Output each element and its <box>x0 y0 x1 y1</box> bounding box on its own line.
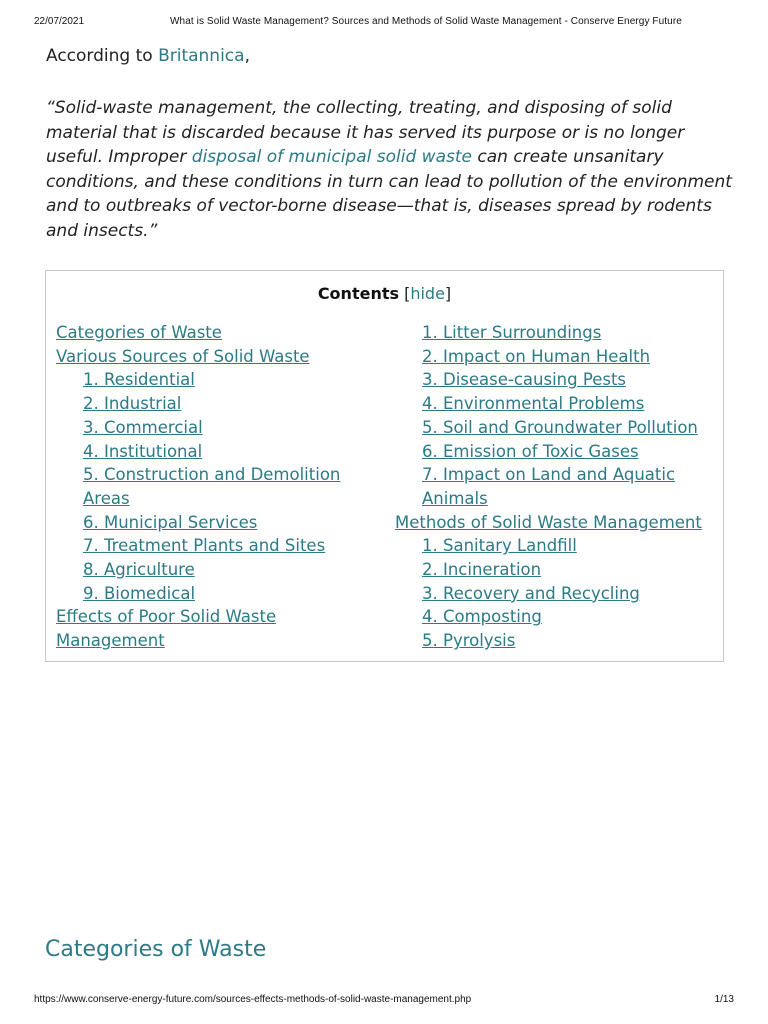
toc-link[interactable]: 4. Environmental Problems <box>422 394 645 414</box>
print-date: 22/07/2021 <box>34 16 85 27</box>
toc-header <box>46 283 723 305</box>
toc-link[interactable]: 3. Disease-causing Pests <box>422 370 627 390</box>
toc-title: Contents <box>317 284 399 303</box>
toc-link[interactable]: 5. Soil and Groundwater Pollution <box>422 417 698 437</box>
intro-suffix: , <box>244 46 250 66</box>
intro-prefix: According to <box>46 46 159 66</box>
toc-link[interactable]: 1. Litter Surroundings <box>422 323 602 342</box>
table-of-contents <box>45 270 724 662</box>
toc-bracket-close: ] <box>444 284 452 303</box>
britannica-quote <box>46 96 736 244</box>
toc-link[interactable]: 2. Incineration <box>422 560 542 580</box>
quote-text-start: “Solid-waste management, the collecting, treating, and disposing of solid material that is discarded because it has served its purpose or is no longer useful. Improper <box>46 98 685 168</box>
toc-link[interactable]: Various Sources of Solid Waste <box>56 346 310 366</box>
intro-paragraph <box>46 44 736 68</box>
print-page-number: 1/13 <box>714 994 734 1005</box>
toc-link[interactable]: 6. Municipal Services <box>83 512 258 532</box>
britannica-link[interactable]: Britannica <box>158 46 245 66</box>
toc-link[interactable]: Effects of Poor Solid Waste Management <box>56 607 277 651</box>
toc-link[interactable]: 5. Construction and Demolition Areas <box>83 465 341 508</box>
toc-link[interactable]: 4. Institutional <box>83 441 203 461</box>
toc-link[interactable]: Categories of Waste <box>56 323 222 342</box>
toc-link[interactable]: 2. Impact on Human Health <box>422 346 651 366</box>
toc-link[interactable]: 7. Impact on Land and Aquatic Animals <box>422 465 676 508</box>
print-header <box>0 16 768 32</box>
municipal-waste-link[interactable]: disposal of municipal solid waste <box>191 147 472 168</box>
toc-left-column <box>56 321 366 653</box>
toc-link[interactable]: 5. Pyrolysis <box>422 631 516 651</box>
toc-right-column <box>395 321 720 653</box>
toc-link[interactable]: 1. Residential <box>83 370 195 390</box>
toc-link[interactable]: 1. Sanitary Landfill <box>422 536 577 556</box>
toc-link[interactable]: 2. Industrial <box>83 394 182 414</box>
toc-link[interactable]: 4. Composting <box>422 607 542 627</box>
print-url: https://www.conserve-energy-future.com/sources-effects-methods-of-solid-waste-management.php <box>34 994 472 1005</box>
toc-link[interactable]: 3. Commercial <box>83 417 203 437</box>
toc-hide-link[interactable]: hide <box>410 284 445 303</box>
toc-link[interactable]: 3. Recovery and Recycling <box>422 583 640 603</box>
toc-bracket-open: [ <box>399 284 411 303</box>
toc-link[interactable]: 8. Agriculture <box>83 560 195 580</box>
toc-link[interactable]: 7. Treatment Plants and Sites <box>83 536 326 556</box>
toc-link[interactable]: 9. Biomedical <box>83 583 196 603</box>
print-footer <box>0 994 768 1010</box>
print-page-title: What is Solid Waste Management? Sources and Methods of Solid Waste Management - Conserve Energy Future <box>170 16 682 27</box>
quote-text-end: can create unsanitary conditions, and these conditions in turn can lead to pollution of the environment and to outbreaks of vector-borne disease—that is, diseases spread by rodents and insects.” <box>46 147 732 241</box>
toc-link[interactable]: 6. Emission of Toxic Gases <box>422 441 639 461</box>
section-heading-categories: Categories of Waste <box>45 937 267 963</box>
toc-link[interactable]: Methods of Solid Waste Management <box>395 512 702 532</box>
